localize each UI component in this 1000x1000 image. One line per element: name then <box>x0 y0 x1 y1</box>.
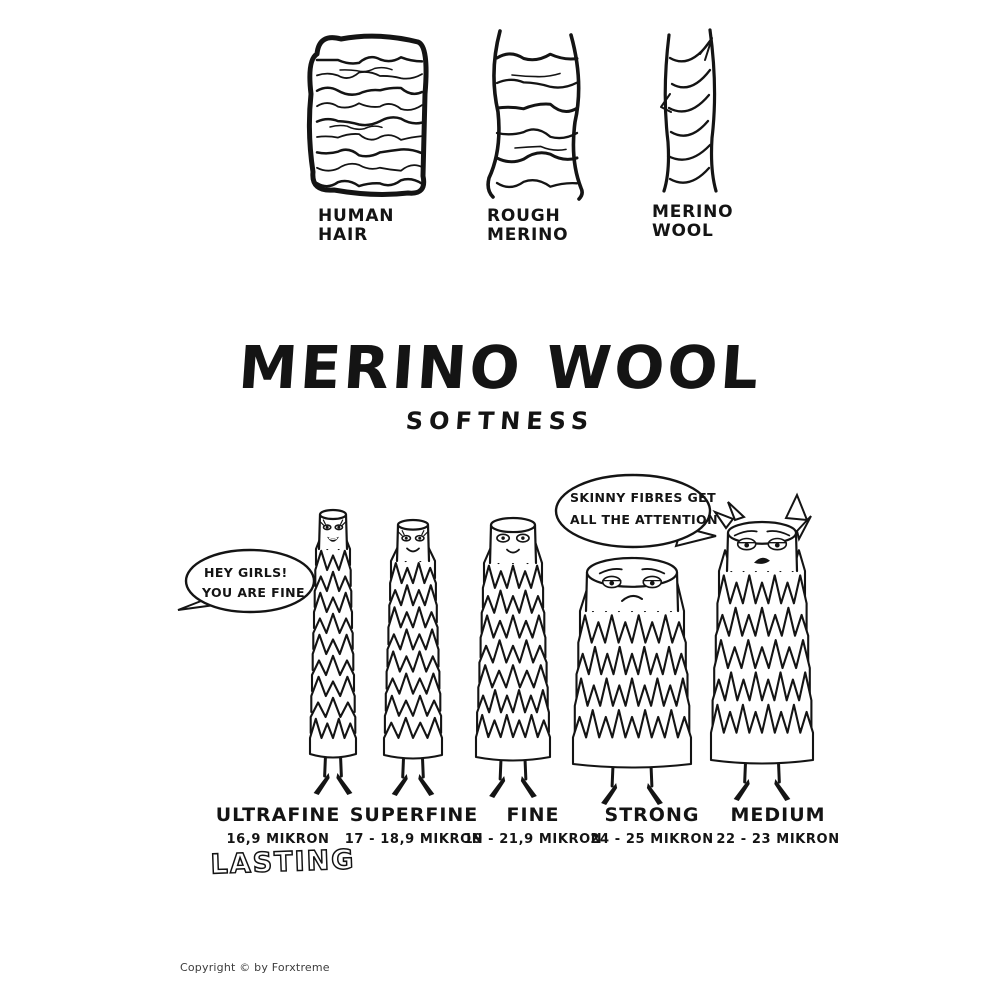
superfine-fibre-character <box>384 520 442 796</box>
fibre-label-superfine <box>345 804 484 847</box>
lasting-badge <box>203 841 363 885</box>
human-hair-label-line1: HUMAN <box>318 206 395 226</box>
bubble-right-line1: SKINNY FIBRES GET <box>570 490 717 505</box>
merino-wool-label <box>652 203 733 241</box>
fibre-name-strong: STRONG <box>604 804 700 826</box>
lasting-badge-text: LASTING <box>210 844 356 881</box>
ultrafine-fibre-character <box>310 510 356 795</box>
strong-fibre-character <box>573 558 691 805</box>
fibre-micron-ultrafine: 16,9 MIKRON <box>226 832 330 847</box>
fibre-label-fine <box>464 804 603 847</box>
medium-fibre-character <box>711 495 813 801</box>
fibre-name-ultrafine: ULTRAFINE <box>215 804 341 826</box>
fine-fibre-character <box>476 518 550 798</box>
rough-merino-drawing <box>488 31 582 199</box>
fibre-micron-strong: 24 - 25 MIKRON <box>590 832 714 847</box>
rough-merino-label-line2: MERINO <box>487 225 569 245</box>
fibre-label-medium <box>716 804 839 847</box>
bubble-right-line2: ALL THE ATTENTION <box>570 512 718 527</box>
rough-merino-label-line1: ROUGH <box>487 206 561 226</box>
fibre-micron-fine: 19 - 21,9 MIKRON <box>463 832 603 847</box>
speech-bubble-left <box>178 550 314 612</box>
human-hair-label-line2: HAIR <box>318 225 368 245</box>
poster-title: MERINO WOOL <box>236 333 764 402</box>
merino-wool-drawing <box>661 30 716 191</box>
fibre-label-strong <box>590 804 713 847</box>
human-hair-label <box>318 207 394 245</box>
copyright-text: Copyright © by Forxtreme <box>180 961 330 974</box>
merino-wool-label-line1: MERINO <box>652 202 734 222</box>
fibre-micron-medium: 22 - 23 MIKRON <box>716 832 840 847</box>
fibre-micron-superfine: 17 - 18,9 MIKRON <box>344 832 484 847</box>
speech-bubble-right <box>556 475 716 547</box>
bubble-left-line1: HEY GIRLS! <box>204 565 288 580</box>
fibre-name-fine: FINE <box>506 804 560 826</box>
bubble-left-line2: YOU ARE FINE <box>202 585 305 600</box>
fibre-name-medium: MEDIUM <box>730 804 826 826</box>
poster-subtitle: SOFTNESS <box>404 407 596 435</box>
fibre-name-superfine: SUPERFINE <box>349 804 479 826</box>
merino-wool-label-line2: WOOL <box>652 221 714 241</box>
human-hair-drawing <box>309 36 426 194</box>
rough-merino-label <box>487 207 568 245</box>
